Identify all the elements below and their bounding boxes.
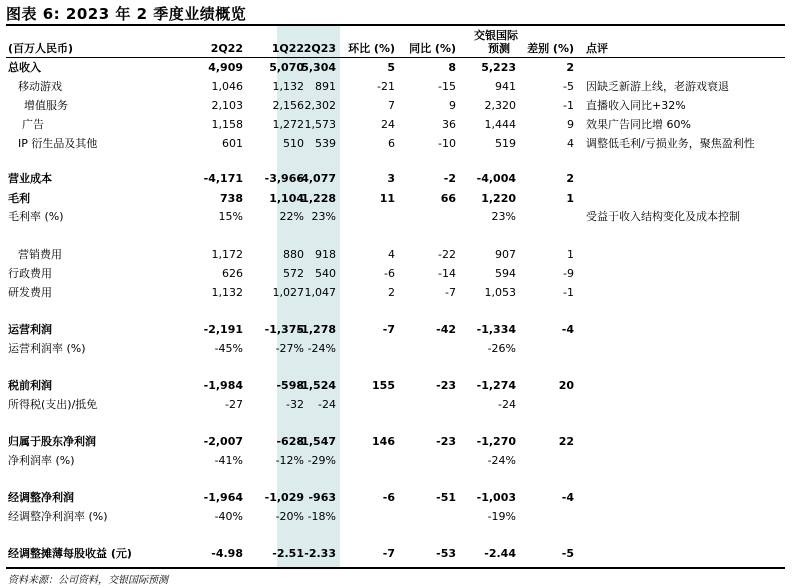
row-value: 23%	[491, 210, 516, 223]
row-label: 运营利润	[8, 323, 52, 336]
row-value: -1,029	[264, 491, 304, 504]
row-value: -24	[318, 398, 336, 411]
row-value: 2,320	[484, 99, 516, 112]
row-comment: 因缺乏新游上线，老游戏衰退	[586, 80, 729, 93]
row-value: -45%	[214, 342, 243, 355]
row-value: -5	[561, 547, 574, 560]
row-value: 1,053	[484, 286, 516, 299]
header-col-3: 环比 (%)	[348, 42, 395, 55]
top-rule	[6, 24, 785, 26]
row-value: -1,334	[476, 323, 516, 336]
row-value: -628	[276, 435, 304, 448]
row-value: 1,104	[269, 192, 304, 205]
row-label: 营业成本	[8, 172, 52, 185]
row-value: 539	[315, 137, 336, 150]
header-col-0: 2Q22	[210, 42, 243, 55]
row-value: -23	[436, 435, 456, 448]
header-units: (百万人民币)	[8, 42, 74, 55]
row-label: 广告	[22, 118, 44, 131]
row-value: 880	[283, 248, 304, 261]
row-value: -27%	[275, 342, 304, 355]
row-value: -18%	[307, 510, 336, 523]
figure-title: 图表 6: 2023 年 2 季度业绩概览	[6, 5, 247, 23]
row-value: 1,220	[481, 192, 516, 205]
row-value: -1,270	[476, 435, 516, 448]
row-value: -2	[443, 172, 456, 185]
row-label: 行政费用	[8, 267, 52, 280]
row-value: 1,573	[304, 118, 336, 131]
row-value: 519	[495, 137, 516, 150]
row-value: 1,132	[272, 80, 304, 93]
row-value: -1,524	[296, 379, 336, 392]
row-value: -1	[563, 286, 574, 299]
row-value: 4	[567, 137, 574, 150]
row-value: -7	[382, 547, 395, 560]
row-value: -4,004	[476, 172, 516, 185]
row-value: 2	[566, 172, 574, 185]
row-label: 总收入	[8, 61, 41, 74]
row-value: 7	[388, 99, 395, 112]
bottom-rule	[6, 567, 785, 569]
row-value: 540	[315, 267, 336, 280]
row-value: 146	[372, 435, 395, 448]
row-value: 738	[220, 192, 243, 205]
row-value: -963	[308, 491, 336, 504]
row-value: 918	[315, 248, 336, 261]
row-value: -24%	[487, 454, 516, 467]
row-value: -10	[438, 137, 456, 150]
row-value: 155	[372, 379, 395, 392]
row-value: -15	[438, 80, 456, 93]
row-value: -1,984	[203, 379, 243, 392]
row-label: 归属于股东净利润	[8, 435, 96, 448]
row-value: -22	[438, 248, 456, 261]
row-value: -6	[382, 491, 395, 504]
row-value: 1,444	[484, 118, 516, 131]
row-value: -14	[438, 267, 456, 280]
row-value: 510	[283, 137, 304, 150]
row-value: -9	[563, 267, 574, 280]
row-value: -26%	[487, 342, 516, 355]
row-value: 20	[558, 379, 574, 392]
row-label: 税前利润	[8, 379, 52, 392]
row-value: 1	[567, 248, 574, 261]
header-col-6: 差别 (%)	[527, 42, 574, 55]
row-label: 经调整净利润	[8, 491, 74, 504]
row-value: -4	[561, 323, 574, 336]
row-value: -27	[225, 398, 243, 411]
row-value: -7	[382, 323, 395, 336]
row-value: 4,909	[208, 61, 243, 74]
row-value: -3,966	[264, 172, 304, 185]
row-value: -2,191	[203, 323, 243, 336]
row-label: 营销费用	[18, 248, 62, 261]
row-comment: 受益于收入结构变化及成本控制	[586, 210, 740, 223]
row-value: -6	[384, 267, 395, 280]
row-value: -24%	[307, 342, 336, 355]
row-comment: 效果广告同比增 60%	[586, 118, 691, 131]
row-value: 15%	[218, 210, 243, 223]
row-value: -4.98	[211, 547, 243, 560]
header-forecast-line2: 预测	[488, 42, 510, 55]
row-comment: 调整低毛利/亏损业务，聚焦盈利性	[586, 137, 755, 150]
row-label: 毛利	[8, 192, 30, 205]
row-value: 9	[567, 118, 574, 131]
row-value: -12%	[275, 454, 304, 467]
row-value: -1,274	[476, 379, 516, 392]
row-value: 22	[558, 435, 574, 448]
row-label: 净利润率 (%)	[8, 454, 75, 467]
row-value: 2,156	[272, 99, 304, 112]
row-value: 36	[442, 118, 456, 131]
row-value: -32	[286, 398, 304, 411]
row-value: 1,132	[211, 286, 243, 299]
header-forecast-line1: 交银国际	[474, 29, 518, 42]
row-label: 所得税(支出)/抵免	[8, 398, 98, 411]
row-value: 1,158	[211, 118, 243, 131]
row-value: -19%	[487, 510, 516, 523]
row-value: 3	[387, 172, 395, 185]
row-label: 经调整净利润率 (%)	[8, 510, 108, 523]
row-value: 2	[566, 61, 574, 74]
row-label: 毛利率 (%)	[8, 210, 64, 223]
row-value: 66	[440, 192, 456, 205]
row-value: 9	[449, 99, 456, 112]
row-value: 907	[495, 248, 516, 261]
header-rule	[6, 57, 785, 58]
row-value: -53	[436, 547, 456, 560]
row-label: IP 衍生品及其他	[18, 137, 98, 150]
row-value: 2	[388, 286, 395, 299]
row-value: -2.44	[484, 547, 516, 560]
header-comment: 点评	[586, 42, 608, 55]
row-value: -23	[436, 379, 456, 392]
row-value: 1,272	[272, 118, 304, 131]
row-value: -1,964	[203, 491, 243, 504]
row-value: 601	[222, 137, 243, 150]
row-value: 1,027	[272, 286, 304, 299]
row-value: 2,103	[211, 99, 243, 112]
row-value: 1,046	[211, 80, 243, 93]
row-comment: 直播收入同比+32%	[586, 99, 686, 112]
row-value: 24	[381, 118, 395, 131]
row-value: 941	[495, 80, 516, 93]
row-value: -24	[498, 398, 516, 411]
row-label: 增值服务	[24, 99, 68, 112]
row-value: 891	[315, 80, 336, 93]
header-col-1: 1Q22	[271, 42, 304, 55]
row-value: -29%	[307, 454, 336, 467]
row-value: 594	[495, 267, 516, 280]
row-value: 6	[388, 137, 395, 150]
row-label: 移动游戏	[18, 80, 62, 93]
header-col-2: 2Q23	[303, 42, 336, 55]
row-value: -4,171	[203, 172, 243, 185]
row-label: 经调整摊薄每股收益 (元)	[8, 547, 132, 560]
row-value: -598	[276, 379, 304, 392]
row-value: -51	[436, 491, 456, 504]
row-value: 5,070	[269, 61, 304, 74]
row-value: -1,547	[296, 435, 336, 448]
row-value: 4	[388, 248, 395, 261]
row-value: -2,007	[203, 435, 243, 448]
row-value: 1	[566, 192, 574, 205]
row-value: 8	[448, 61, 456, 74]
row-value: 1,228	[301, 192, 336, 205]
row-value: -4,077	[296, 172, 336, 185]
row-value: 5,223	[481, 61, 516, 74]
row-value: -20%	[275, 510, 304, 523]
row-value: -1,375	[264, 323, 304, 336]
row-label: 运营利润率 (%)	[8, 342, 86, 355]
row-value: 11	[379, 192, 395, 205]
row-value: 22%	[279, 210, 304, 223]
row-value: 5,304	[301, 61, 336, 74]
row-value: -42	[436, 323, 456, 336]
row-value: -21	[377, 80, 395, 93]
source-note: 资料来源：公司资料，交银国际预测	[8, 575, 168, 586]
row-label: 研发费用	[8, 286, 52, 299]
row-value: -5	[563, 80, 574, 93]
row-value: -40%	[214, 510, 243, 523]
row-value: -1,278	[296, 323, 336, 336]
row-value: 626	[222, 267, 243, 280]
row-value: -1	[563, 99, 574, 112]
row-value: -41%	[214, 454, 243, 467]
row-value: 572	[283, 267, 304, 280]
row-value: 2,302	[304, 99, 336, 112]
row-value: 1,172	[211, 248, 243, 261]
row-value: 23%	[311, 210, 336, 223]
row-value: -1,003	[476, 491, 516, 504]
row-value: -2.51	[272, 547, 304, 560]
row-value: -4	[561, 491, 574, 504]
row-value: 1,047	[304, 286, 336, 299]
row-value: 5	[387, 61, 395, 74]
row-value: -2.33	[304, 547, 336, 560]
header-col-4: 同比 (%)	[409, 42, 456, 55]
row-value: -7	[445, 286, 456, 299]
